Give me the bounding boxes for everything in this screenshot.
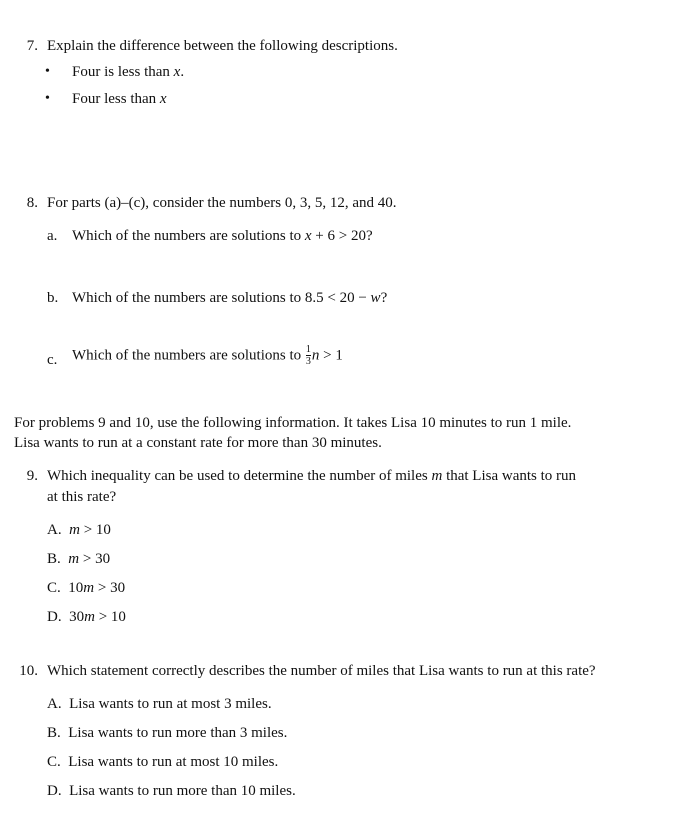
intro-line-2: Lisa wants to run at a constant rate for more than 30 minutes. (14, 435, 382, 451)
q8b-text: Which of the numbers are solutions to 8.5 < 20 − w? (72, 290, 388, 306)
q9-option-d[interactable]: D. 30m > 10 (47, 609, 126, 625)
q8a-text: Which of the numbers are solutions to x + 6 > 20? (72, 228, 373, 244)
q7-prompt: Explain the difference between the following descriptions. (47, 38, 398, 54)
q9-option-b[interactable]: B. m > 30 (47, 551, 111, 567)
q8-prompt: For parts (a)–(c), consider the numbers 0, 3, 5, 12, and 40. (47, 195, 397, 211)
q10-number: 10. (19, 663, 38, 679)
q8c-label: c. (47, 352, 58, 368)
bullet-icon: • (45, 91, 50, 106)
q10-prompt: Which statement correctly describes the number of miles that Lisa wants to run at this rate? (47, 663, 596, 679)
q10-option-b[interactable]: B. Lisa wants to run more than 3 miles. (47, 725, 288, 741)
q7-number: 7. (26, 38, 38, 54)
q8b-label: b. (47, 290, 59, 306)
q10-option-d[interactable]: D. Lisa wants to run more than 10 miles. (47, 783, 296, 799)
q10-option-a[interactable]: A. Lisa wants to run at most 3 miles. (47, 696, 272, 712)
q9-option-c[interactable]: C. 10m > 30 (47, 580, 126, 596)
intro-line-1: For problems 9 and 10, use the following information. It takes Lisa 10 minutes to run 1 mile. (14, 415, 572, 431)
fraction: $\frac{1}{3}$ (305, 344, 311, 367)
q8c-text: Which of the numbers are solutions to $\frac{1}{3}$ n > 1 (72, 344, 343, 367)
q9-prompt-line-1: Which inequality can be used to determine the number of miles m that Lisa wants to run (47, 468, 577, 484)
q9-prompt-line-2: at this rate? (47, 489, 117, 505)
bullet-icon: • (45, 64, 50, 79)
q9-number: 9. (26, 468, 38, 484)
q10-option-c[interactable]: C. Lisa wants to run at most 10 miles. (47, 754, 279, 770)
q9-option-a[interactable]: A. m > 10 (47, 522, 111, 538)
q8a-label: a. (47, 228, 58, 244)
q8-number: 8. (26, 195, 38, 211)
q7-bullet-2: Four less than x (72, 91, 167, 107)
q7-bullet-1: Four is less than x. (72, 64, 185, 80)
